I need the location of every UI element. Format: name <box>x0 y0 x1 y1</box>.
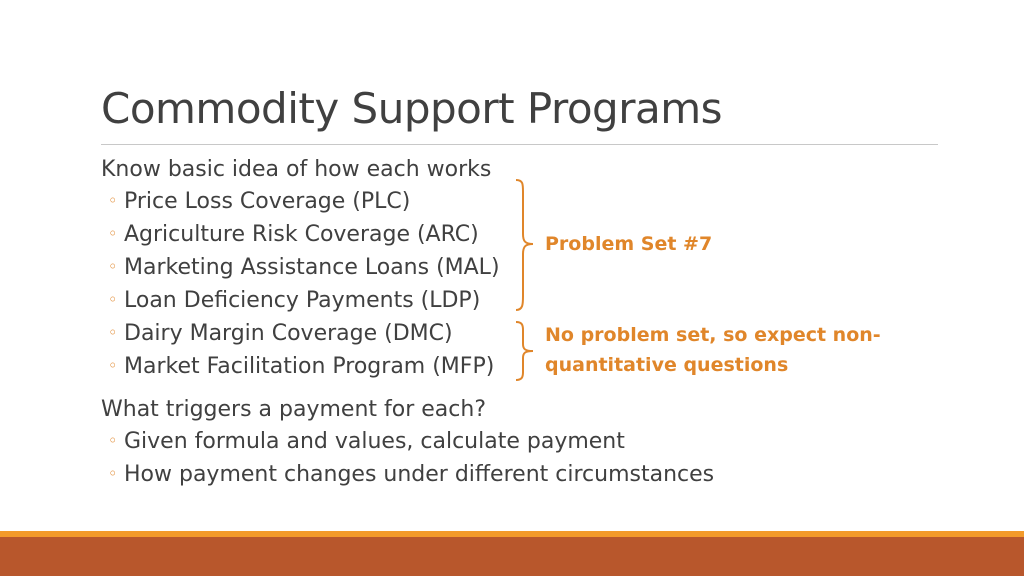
circle-bullet-icon: ◦ <box>108 290 118 309</box>
list-item-label: Loan Deficiency Payments (LDP) <box>124 288 481 313</box>
list-item-ldp <box>108 286 480 315</box>
circle-bullet-icon: ◦ <box>108 431 118 450</box>
list-item-calculate-payment <box>108 427 625 456</box>
title-divider <box>101 144 938 145</box>
circle-bullet-icon: ◦ <box>108 323 118 342</box>
list-item-label: Agriculture Risk Coverage (ARC) <box>124 222 479 247</box>
list-item-label: Market Facilitation Program (MFP) <box>124 354 495 379</box>
list-item-label: How payment changes under different circumstances <box>124 462 715 487</box>
problem-set-note: Problem Set #7 <box>545 233 713 255</box>
page-title: Commodity Support Programs <box>101 84 723 133</box>
list-item-plc <box>108 187 410 216</box>
list-item-label: Marketing Assistance Loans (MAL) <box>124 255 500 280</box>
list-item-dmc <box>108 319 453 348</box>
list-item-payment-changes <box>108 460 714 489</box>
list-item-label: Given formula and values, calculate payment <box>124 429 625 454</box>
list-item-label: Price Loss Coverage (PLC) <box>124 189 411 214</box>
list-item-mfp <box>108 352 494 381</box>
no-problem-set-note-line1: No problem set, so expect non- <box>545 324 881 346</box>
list-item-mal <box>108 253 500 282</box>
footer-bar <box>0 537 1024 576</box>
circle-bullet-icon: ◦ <box>108 356 118 375</box>
section-heading-know-basics: Know basic idea of how each works <box>101 157 492 182</box>
section-heading-payment-triggers: What triggers a payment for each? <box>101 397 486 422</box>
list-item-label: Dairy Margin Coverage (DMC) <box>124 321 453 346</box>
no-problem-set-note-line2: quantitative questions <box>545 354 789 376</box>
circle-bullet-icon: ◦ <box>108 191 118 210</box>
circle-bullet-icon: ◦ <box>108 464 118 483</box>
circle-bullet-icon: ◦ <box>108 224 118 243</box>
circle-bullet-icon: ◦ <box>108 257 118 276</box>
list-item-arc <box>108 220 479 249</box>
curly-brace-icon <box>512 320 536 382</box>
curly-brace-icon <box>512 178 536 312</box>
